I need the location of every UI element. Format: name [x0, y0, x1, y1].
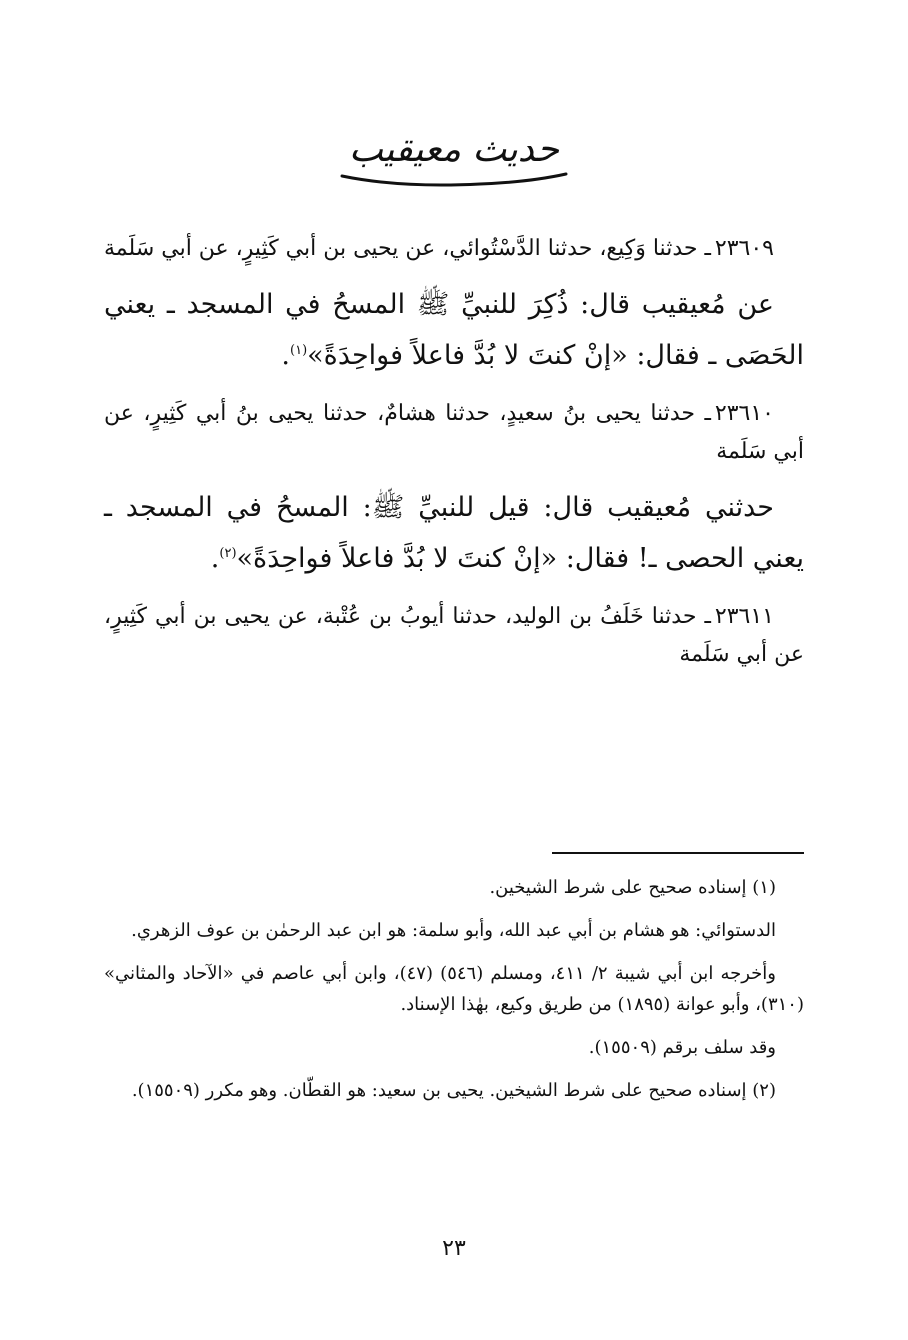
- page-number: ٢٣: [442, 1236, 466, 1261]
- footnote-1-cross-reference: وقد سلف برقم (١٥٥٠٩).: [588, 1037, 776, 1058]
- section-title: حديث معيقيب: [349, 129, 559, 170]
- hadith-matn: [104, 485, 804, 582]
- hadith-matn: [104, 282, 804, 379]
- matn-end: .: [281, 340, 291, 371]
- matn-text: عن مُعيقيب قال: ذُكِرَ للنبيِّ ﷺ المسحُ في المسجد ـ يعني الحَصَى ـ فقال: «إنْ كنتَ لا بُدَّ فاعلاً فواحِدَةً»: [104, 289, 804, 371]
- hadith-isnad: [104, 230, 804, 268]
- hadith-number: ٢٣٦٠٩: [714, 236, 774, 261]
- hadith-isnad: [104, 598, 804, 674]
- hadith-number: ٢٣٦١٠: [714, 401, 774, 426]
- isnad-text: ـ حدثنا خَلَفُ بن الوليد، حدثنا أيوبُ بن عُتْبة، عن يحيى بن أبي كَثِيرٍ، عن أبي سَلَمة: [104, 604, 804, 667]
- main-text: [104, 230, 804, 688]
- isnad-text: ـ حدثنا يحيى بنُ سعيدٍ، حدثنا هشامٌ، حدثنا يحيى بنُ أبي كَثِيرٍ، عن أبي سَلَمة: [104, 401, 804, 464]
- footnote-separator: [552, 852, 804, 854]
- footnote-reference[interactable]: (١): [290, 343, 308, 358]
- matn-text: حدثني مُعيقيب قال: قيل للنبيِّ ﷺ: المسحُ في المسجد ـ يعني الحصى ـ! فقال: «إنْ كنتَ لا بُدَّ فاعلاً فواحِدَةً»: [104, 492, 804, 574]
- footnote-1-sources: وأخرجه ابن أبي شيبة ٢/ ٤١١، ومسلم (٥٤٦) (٤٧)، وابن أبي عاصم في «الآحاد والمثاني» (٣١٠)، وأبو عوانة (١٨٩٥) من طريق وكيع، بهٰذا الإسناد.: [104, 963, 804, 1015]
- hadith-isnad: [104, 395, 804, 471]
- isnad-text: ـ حدثنا وَكِيع، حدثنا الدَّسْتُوائي، عن يحيى بن أبي كَثِيرٍ، عن أبي سَلَمة: [104, 236, 711, 261]
- footnote-reference[interactable]: (٢): [219, 546, 237, 561]
- footnote-2: (٢) إسناده صحيح على شرط الشيخين. يحيى بن سعيد: هو القطّان. وهو مكرر (١٥٥٠٩).: [131, 1080, 776, 1101]
- footnote-1: (١) إسناده صحيح على شرط الشيخين.: [489, 877, 776, 898]
- hadith-number: ٢٣٦١١: [714, 604, 774, 629]
- title-swash-ornament: [340, 170, 570, 190]
- footnote-1-narrators: الدستوائي: هو هشام بن أبي عبد الله، وأبو سلمة: هو ابن عبد الرحمٰن بن عوف الزهري.: [131, 920, 776, 941]
- matn-end: .: [210, 543, 220, 574]
- footnotes: [104, 872, 804, 1118]
